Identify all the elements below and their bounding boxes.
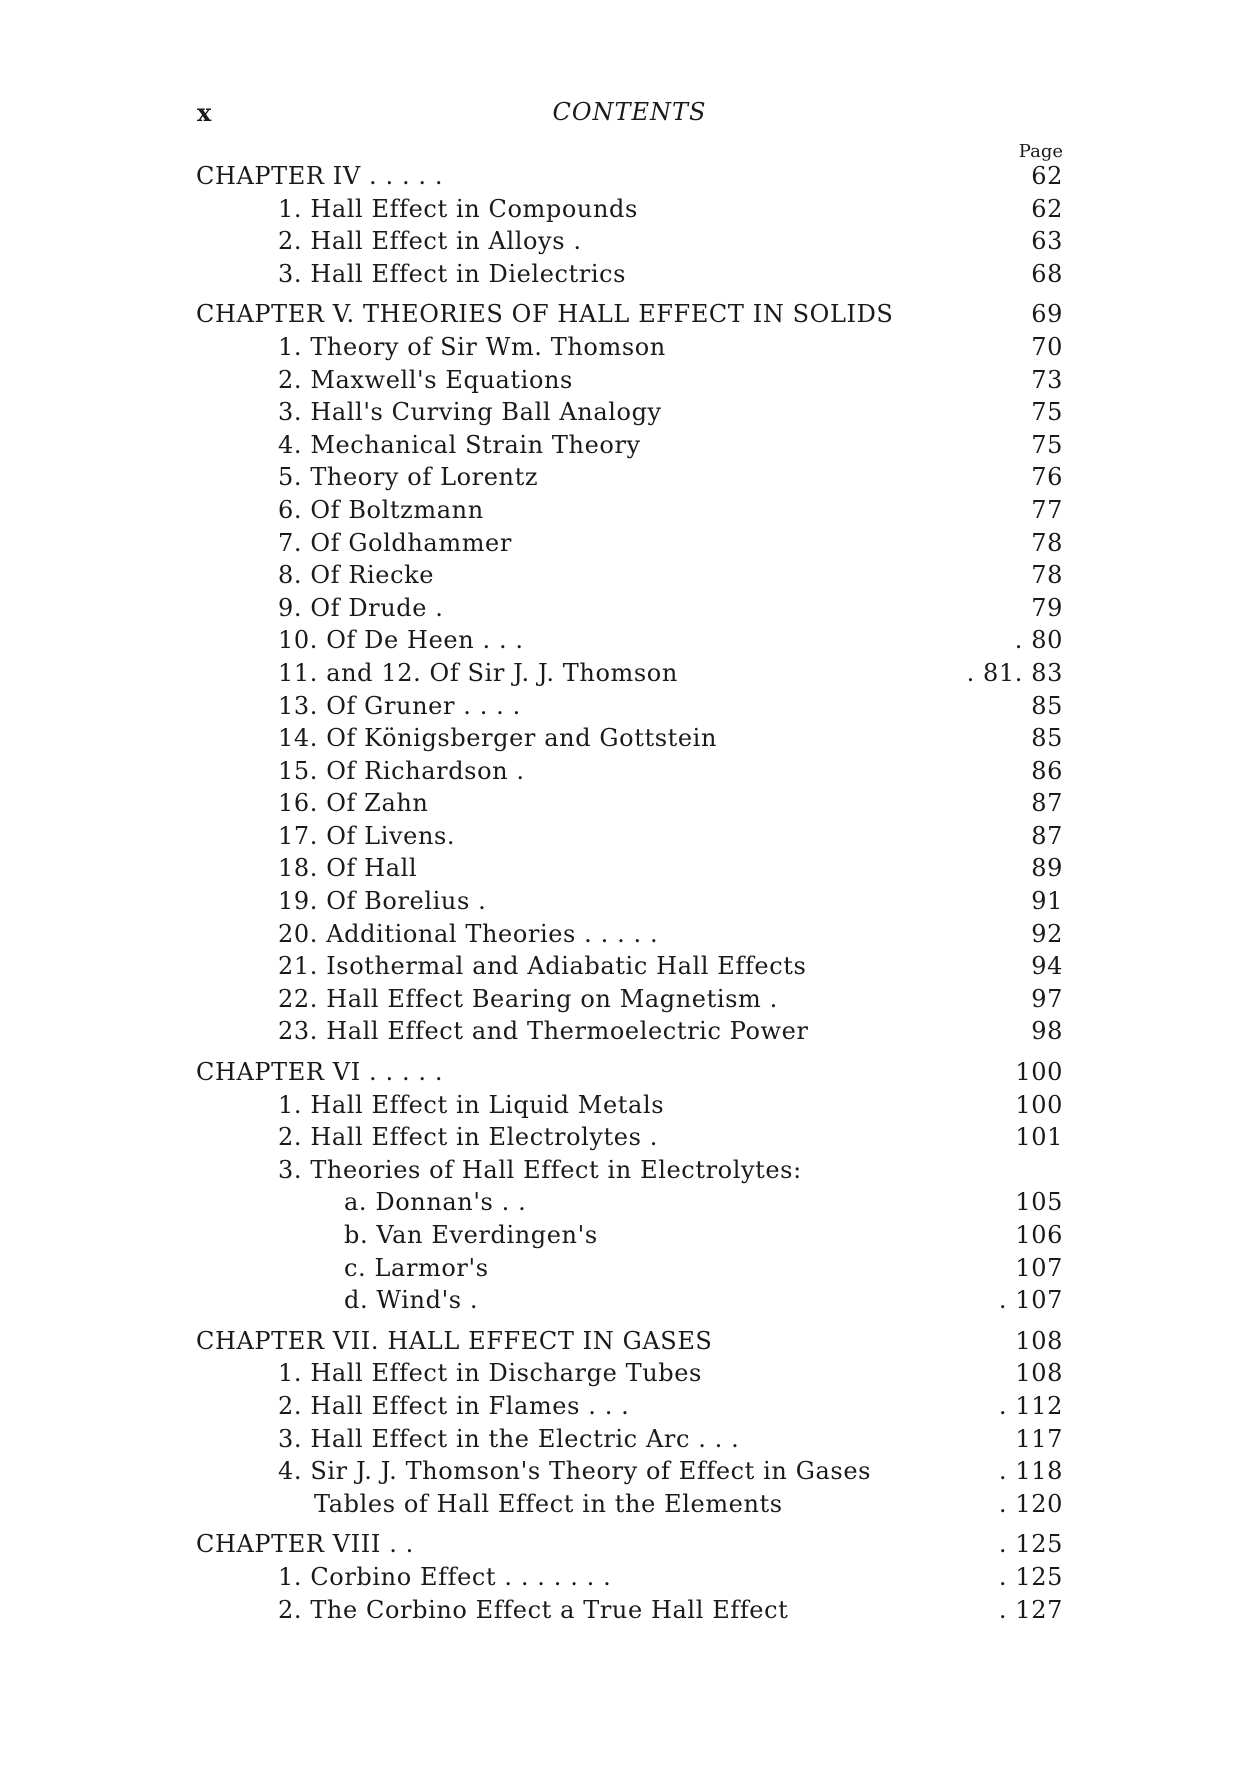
toc-entry-title: 7. Of Goldhammer — [278, 528, 512, 557]
toc-entry-page: 77 — [1031, 495, 1063, 524]
toc-entry-page: . 118 — [998, 1457, 1063, 1486]
toc-entry-title: 3. Hall Effect in Dielectrics — [278, 259, 627, 288]
toc-entry-title: 1. Hall Effect in Liquid Metals — [278, 1090, 665, 1119]
toc-entry-title: 8. Of Riecke — [278, 561, 435, 590]
toc-entry-title: 2. The Corbino Effect a True Hall Effect — [278, 1595, 789, 1624]
toc-entry-row — [196, 366, 1063, 399]
toc-entry-page: 62 — [1031, 194, 1063, 223]
toc-entry-page: 85 — [1031, 724, 1063, 753]
toc-entry-row — [196, 789, 1063, 822]
toc-entry-page: 73 — [1031, 365, 1063, 394]
toc-entry-title: 1. Theory of Sir Wm. Thomson — [278, 332, 666, 361]
toc-entry-row — [196, 1254, 1063, 1287]
toc-entry-title: 13. Of Gruner . . . . — [278, 691, 521, 720]
toc-entry-title: 15. Of Richardson . — [278, 756, 525, 785]
toc-entry-page: 105 — [1015, 1188, 1063, 1217]
toc-entry-row — [196, 952, 1063, 985]
toc-entry-page: . 107 — [998, 1286, 1063, 1315]
toc-entry-row — [196, 724, 1063, 757]
toc-entry-page: 100 — [1015, 1058, 1063, 1087]
toc-entry-title: d. Wind's . — [344, 1286, 479, 1315]
toc-chapter-row — [196, 300, 1063, 333]
toc-chapter-row — [196, 1530, 1063, 1563]
toc-entry-title: 11. and 12. Of Sir J. J. Thomson — [278, 658, 678, 687]
toc-entry-row — [196, 1091, 1063, 1124]
toc-entry-title: CHAPTER VIII . . — [196, 1530, 414, 1559]
toc-entry-title: 1. Hall Effect in Discharge Tubes — [278, 1359, 702, 1388]
toc-entry-row — [196, 529, 1063, 562]
toc-entry-title: 17. Of Livens. — [278, 821, 456, 850]
toc-entry-page: . 125 — [998, 1562, 1063, 1591]
toc-entry-page: 78 — [1031, 561, 1063, 590]
toc-entry-row — [196, 854, 1063, 887]
toc-entry-title: 4. Mechanical Strain Theory — [278, 430, 641, 459]
toc-entry-title: 2. Hall Effect in Electrolytes . — [278, 1123, 658, 1152]
toc-entry-row — [196, 822, 1063, 855]
toc-entry-row — [196, 594, 1063, 627]
toc-entry-title: 1. Hall Effect in Compounds — [278, 194, 638, 223]
toc-entry-title: 2. Maxwell's Equations — [278, 365, 573, 394]
toc-entry-row — [196, 496, 1063, 529]
toc-entry-row — [196, 1017, 1063, 1050]
toc-entry-title: 3. Hall's Curving Ball Analogy — [278, 398, 662, 427]
toc-entry-row — [196, 1188, 1063, 1221]
toc-entry-row — [196, 195, 1063, 228]
toc-chapter-row — [196, 1058, 1063, 1091]
toc-entry-page: 68 — [1031, 259, 1063, 288]
toc-entry-title: 3. Hall Effect in the Electric Arc . . . — [278, 1424, 740, 1453]
toc-entry-page: 75 — [1031, 430, 1063, 459]
toc-entry-page: 70 — [1031, 332, 1063, 361]
toc-entry-page: 98 — [1031, 1017, 1063, 1046]
toc-entry-row — [196, 1490, 1063, 1523]
toc-entry-page: . 120 — [998, 1489, 1063, 1518]
toc-entry-row — [196, 1286, 1063, 1319]
toc-entry-row — [196, 659, 1063, 692]
toc-entry-row — [196, 431, 1063, 464]
toc-entry-page: . 127 — [998, 1595, 1063, 1624]
toc-entry-title: 10. Of De Heen . . . — [278, 626, 524, 655]
toc-entry-row — [196, 1563, 1063, 1596]
toc-entry-page: . 125 — [998, 1530, 1063, 1559]
toc-entry-row — [196, 692, 1063, 725]
toc-entry-title: 16. Of Zahn — [278, 789, 429, 818]
toc-entry-title: 4. Sir J. J. Thomson's Theory of Effect in Gases — [278, 1457, 872, 1486]
toc-entry-row — [196, 398, 1063, 431]
toc-entry-row — [196, 1425, 1063, 1458]
toc-entry-page: 100 — [1015, 1090, 1063, 1119]
toc-entry-title: CHAPTER V. THEORIES OF HALL EFFECT IN SOLIDS — [196, 300, 894, 329]
toc-chapter-row — [196, 1327, 1063, 1360]
toc-entry-page: 87 — [1031, 789, 1063, 818]
toc-entry-row — [196, 1156, 1063, 1189]
toc-entry-page: 117 — [1015, 1424, 1063, 1453]
toc-entry-title: 9. Of Drude . — [278, 593, 444, 622]
toc-entry-title: 1. Corbino Effect . . . . . . . — [278, 1562, 612, 1591]
toc-entry-row — [196, 227, 1063, 260]
toc-entry-title: 2. Hall Effect in Alloys . — [278, 227, 582, 256]
toc-entry-title: 23. Hall Effect and Thermoelectric Power — [278, 1017, 809, 1046]
toc-entry-row — [196, 985, 1063, 1018]
toc-entry-row — [196, 1457, 1063, 1490]
toc-entry-page: 106 — [1015, 1221, 1063, 1249]
toc-entry-title: 3. Theories of Hall Effect in Electrolytes: — [278, 1155, 802, 1184]
toc-entry-page: . 81. 83 — [966, 658, 1063, 687]
toc-entry-title: CHAPTER IV . . . . . — [196, 162, 444, 190]
toc-entry-page: . 112 — [998, 1391, 1063, 1420]
toc-entry-title: Tables of Hall Effect in the Elements — [314, 1489, 783, 1518]
toc-entry-row — [196, 561, 1063, 594]
toc-entry-page: 108 — [1015, 1359, 1063, 1388]
toc-entry-row — [196, 1123, 1063, 1156]
toc-entry-title: 22. Hall Effect Bearing on Magnetism . — [278, 984, 778, 1013]
toc-entry-page: 85 — [1031, 691, 1063, 720]
toc-entry-title: 19. Of Borelius . — [278, 887, 487, 916]
toc-entry-page: 75 — [1031, 398, 1063, 427]
toc-entry-page: 63 — [1031, 227, 1063, 256]
toc-entry-page: 92 — [1031, 919, 1063, 948]
page-column-label: Page — [1018, 141, 1063, 162]
toc-entry-title: 6. Of Boltzmann — [278, 495, 484, 524]
toc-entry-row — [196, 1221, 1063, 1254]
toc-entry-row — [196, 757, 1063, 790]
toc-entry-page: 79 — [1031, 593, 1063, 622]
toc-entry-title: b. Van Everdingen's — [344, 1221, 598, 1249]
toc-entry-page: 78 — [1031, 528, 1063, 557]
toc-entry-row — [196, 260, 1063, 293]
toc-entry-page: 101 — [1015, 1123, 1063, 1152]
toc-entry-row — [196, 1359, 1063, 1392]
toc-entry-page: . 80 — [1014, 626, 1063, 655]
toc-entry-title: c. Larmor's — [344, 1253, 489, 1282]
toc-entry-title: 18. Of Hall — [278, 854, 418, 883]
toc-entry-page: 94 — [1031, 952, 1063, 981]
toc-entry-title: 5. Theory of Lorentz — [278, 463, 539, 492]
toc-entry-page: 107 — [1015, 1253, 1063, 1282]
toc-entry-row — [196, 333, 1063, 366]
toc-entry-title: 20. Additional Theories . . . . . — [278, 919, 659, 948]
toc-entry-page: 108 — [1015, 1326, 1063, 1355]
toc-entry-row — [196, 1596, 1063, 1629]
toc-entry-page: 91 — [1031, 887, 1063, 916]
table-of-contents — [196, 162, 1063, 1628]
page-folio: x — [197, 98, 212, 127]
toc-entry-page: 69 — [1031, 300, 1063, 329]
toc-entry-row — [196, 626, 1063, 659]
toc-entry-row — [196, 920, 1063, 953]
running-title: CONTENTS — [552, 98, 707, 126]
toc-entry-title: CHAPTER VII. HALL EFFECT IN GASES — [196, 1326, 713, 1355]
toc-entry-title: 14. Of Königsberger and Gottstein — [278, 724, 718, 753]
toc-entry-row — [196, 887, 1063, 920]
toc-entry-page: 87 — [1031, 821, 1063, 850]
toc-entry-title: 21. Isothermal and Adiabatic Hall Effects — [278, 952, 807, 981]
toc-entry-row — [196, 463, 1063, 496]
toc-entry-row — [196, 1392, 1063, 1425]
toc-entry-page: 97 — [1031, 984, 1063, 1013]
toc-entry-title: a. Donnan's . . — [344, 1188, 527, 1217]
toc-entry-page: 62 — [1031, 162, 1063, 190]
toc-entry-page: 89 — [1031, 854, 1063, 883]
toc-entry-page: 86 — [1031, 756, 1063, 785]
toc-entry-page: 76 — [1031, 463, 1063, 492]
page-header — [0, 98, 1259, 138]
toc-entry-title: CHAPTER VI . . . . . — [196, 1058, 444, 1087]
toc-entry-title: 2. Hall Effect in Flames . . . — [278, 1391, 630, 1420]
toc-chapter-row — [196, 162, 1063, 195]
